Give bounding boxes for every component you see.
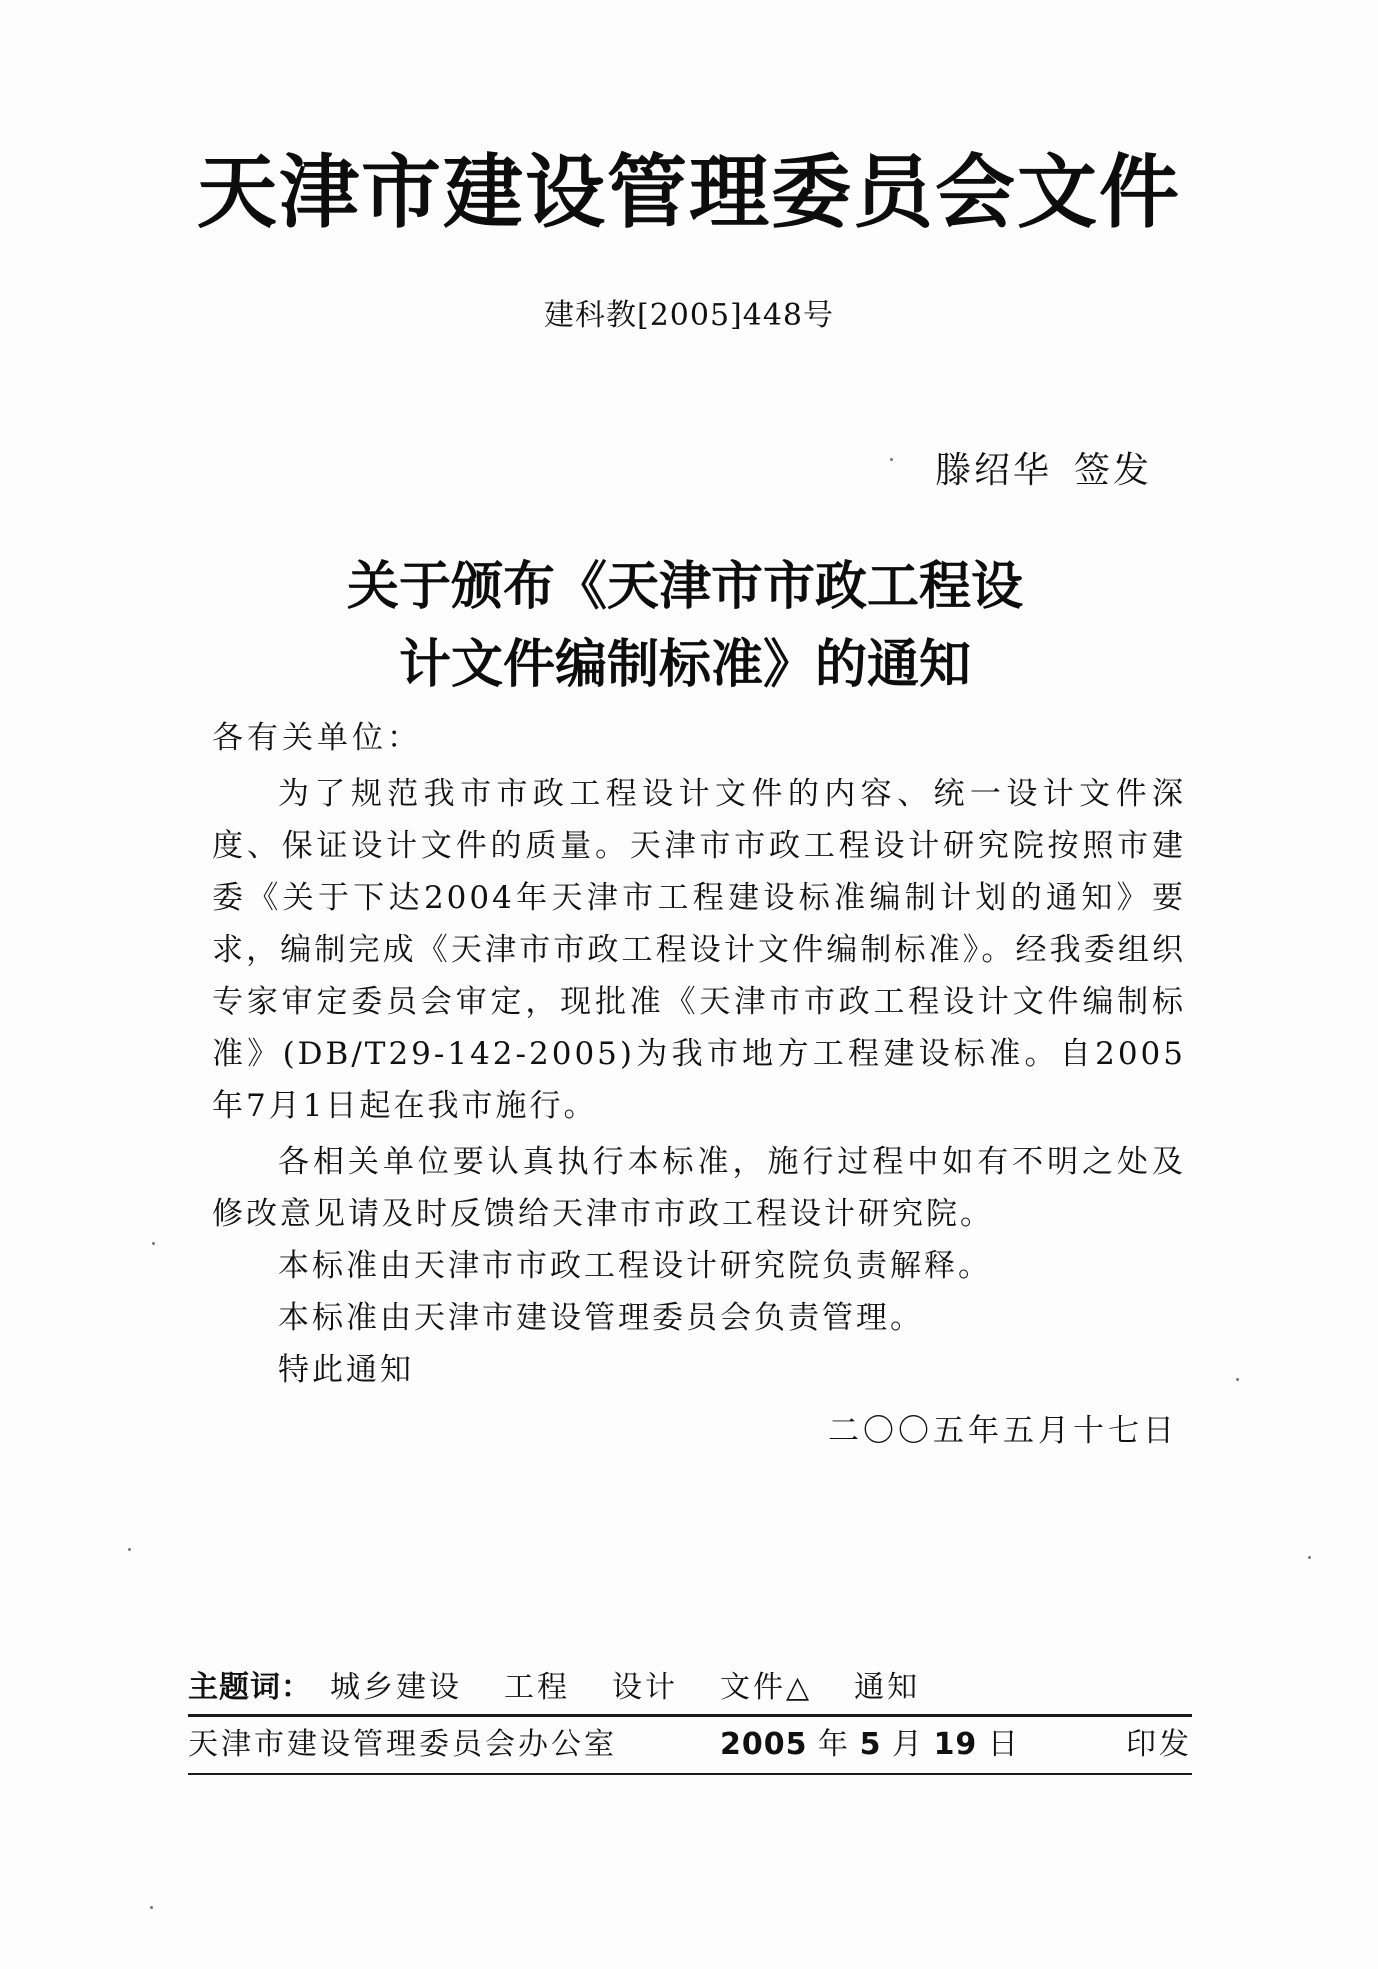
signatory-line [935,442,1152,493]
issue-row [188,1717,1192,1773]
issue-day-unit: 日 [987,1727,1019,1762]
issue-month-unit: 月 [892,1727,924,1762]
body-paragraph: 本标准由天津市建设管理委员会负责管理。 [278,1300,924,1336]
notice-body [212,768,1186,1396]
footer-divider-bottom [188,1773,1192,1775]
body-paragraph: 本标准由天津市市政工程设计研究院负责解释。 [278,1248,992,1284]
keyword: 设计 [612,1670,678,1705]
document-number: 建科教[2005]448号 [543,298,835,333]
keywords-label: 主题词： [188,1670,312,1705]
body-paragraph: 各相关单位要认真执行本标准，施行过程中如有不明之处及修改意见请及时反馈给天津市市政工程设计研究院。 [212,1144,1186,1232]
document-header-title: 天津市建设管理委员会文件 [197,146,1181,239]
issue-year-unit: 年 [818,1727,850,1762]
keywords-row [188,1662,1192,1714]
issue-year: 2005 [720,1727,808,1762]
scan-speck [150,1906,153,1909]
keyword: 城乡建设 [330,1670,462,1705]
notice-title-line-1: 关于颁布《天津市市政工程设 [346,557,1023,617]
issue-month: 5 [859,1727,882,1762]
body-paragraph: 为了规范我市市政工程设计文件的内容、统一设计文件深度、保证设计文件的质量。天津市市政工程设计研究院按照市建委《关于下达2004年天津市工程建设标准编制计划的通知》要求，编制完成《天津市市政工程设计文件编制标准》。经我委组织专家审定委员会审定，现批准《天津市市政工程设计文件编制标准》(DB/T29-142-2005)为我市地方工程建设标准。自2005年7月1日起在我市施行。 [212,776,1186,1124]
scan-speck [1308,1556,1311,1559]
salutation: 各有关单位： [212,720,422,756]
notice-title [0,548,1378,704]
scan-speck [152,1242,155,1245]
issue-action: 印发 [1126,1727,1192,1762]
body-paragraph: 特此通知 [278,1352,414,1388]
signatory-name: 滕绍华 [935,450,1053,491]
signatory-action: 签发 [1074,450,1153,491]
issue-day: 19 [933,1727,978,1762]
scan-speck [128,1548,131,1551]
scan-speck [1236,1378,1239,1381]
issuing-office: 天津市建设管理委员会办公室 [188,1727,617,1762]
notice-title-line-2: 计文件编制标准》的通知 [398,635,971,695]
document-footer [188,1662,1192,1775]
issue-date [720,1717,1019,1773]
signing-date: 二〇〇五年五月十七日 [828,1413,1178,1449]
scan-speck [890,458,893,461]
keyword: 工程 [504,1670,570,1705]
keyword: 文件△ [720,1670,813,1705]
keyword: 通知 [854,1670,921,1705]
